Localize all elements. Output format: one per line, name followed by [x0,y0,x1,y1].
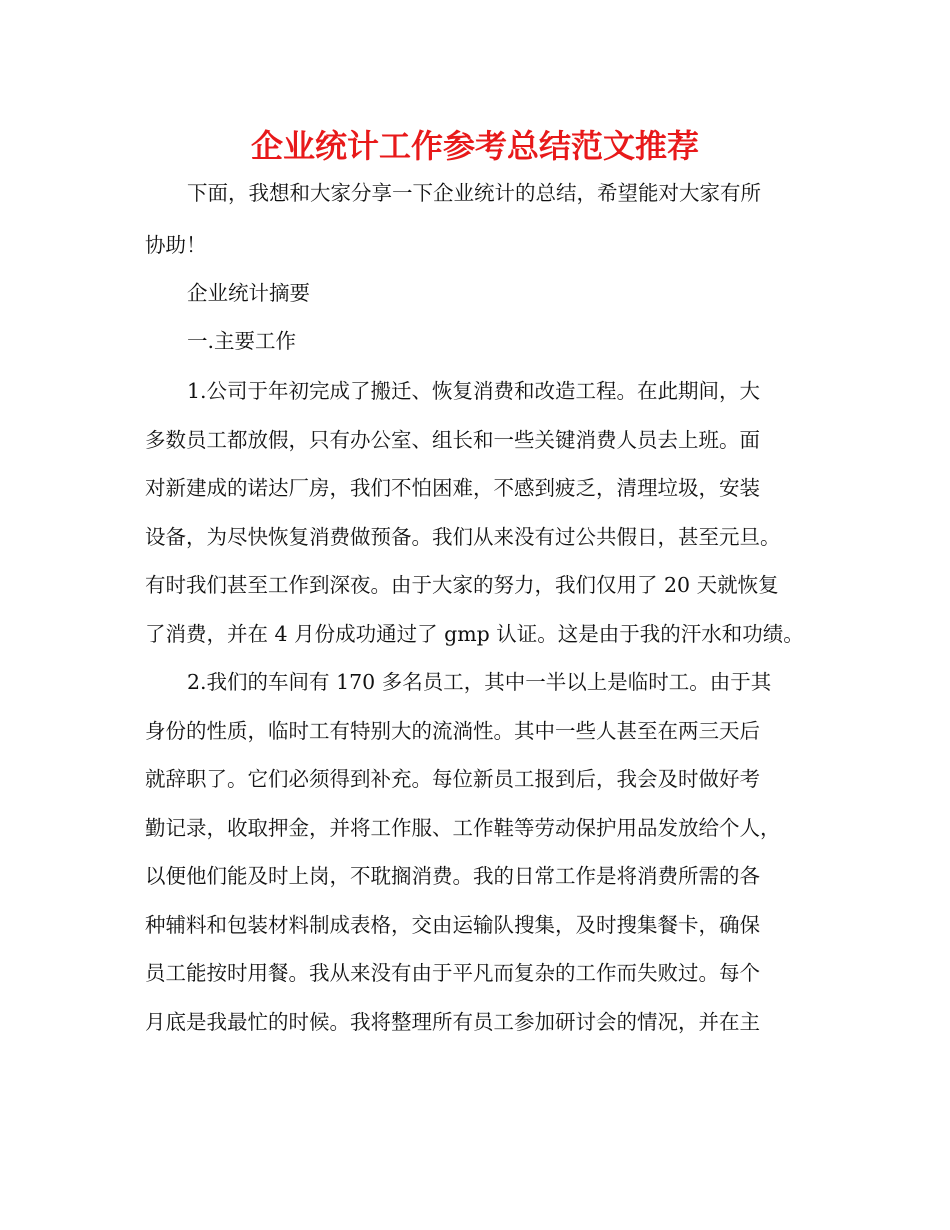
paragraph-line: 对新建成的诺达厂房，我们不怕困难，不感到疲乏，清理垃圾，安装 [145,476,760,500]
paragraph-line: 种辅料和包装材料制成表格，交由运输队搜集，及时搜集餐卡，确保 [145,913,760,937]
paragraph-line: 月底是我最忙的时候。我将整理所有员工参加研讨会的情况，并在主 [145,1010,760,1034]
paragraph-line: 身份的性质，临时工有特别大的流淌性。其中一些人甚至在两三天后 [145,719,760,743]
paragraph-line: 了消费，并在 4 月份成功通过了 gmp 认证。这是由于我的汗水和功绩。 [145,622,804,646]
paragraph-line: 有时我们甚至工作到深夜。由于大家的努力，我们仅用了 20 天就恢复 [145,573,779,597]
paragraph-line: 员工能按时用餐。我从来没有由于平凡而复杂的工作而失败过。每个 [145,961,760,985]
paragraph-line: 协助！ [145,233,207,257]
section-heading: 一.主要工作 [187,329,297,353]
document-title: 企业统计工作参考总结范文推荐 [250,127,699,165]
paragraph-line: 设备，为尽快恢复消费做预备。我们从来没有过公共假日，甚至元旦。 [145,525,781,549]
section-heading: 企业统计摘要 [187,281,310,305]
paragraph-line: 勤记录，收取押金，并将工作服、工作鞋等劳动保护用品发放给个人， [145,816,781,840]
paragraph-line: 2.我们的车间有 170 多名员工，其中一半以上是临时工。由于其 [187,670,772,694]
paragraph-line: 多数员工都放假，只有办公室、组长和一些关键消费人员去上班。面 [145,428,760,452]
paragraph-line: 就辞职了。它们必须得到补充。每位新员工报到后，我会及时做好考 [145,767,760,791]
paragraph-line: 下面，我想和大家分享一下企业统计的总结，希望能对大家有所 [187,181,761,205]
paragraph-line: 以便他们能及时上岗，不耽搁消费。我的日常工作是将消费所需的各 [145,864,760,888]
paragraph-line: 1.公司于年初完成了搬迁、恢复消费和改造工程。在此期间，大 [187,379,761,403]
